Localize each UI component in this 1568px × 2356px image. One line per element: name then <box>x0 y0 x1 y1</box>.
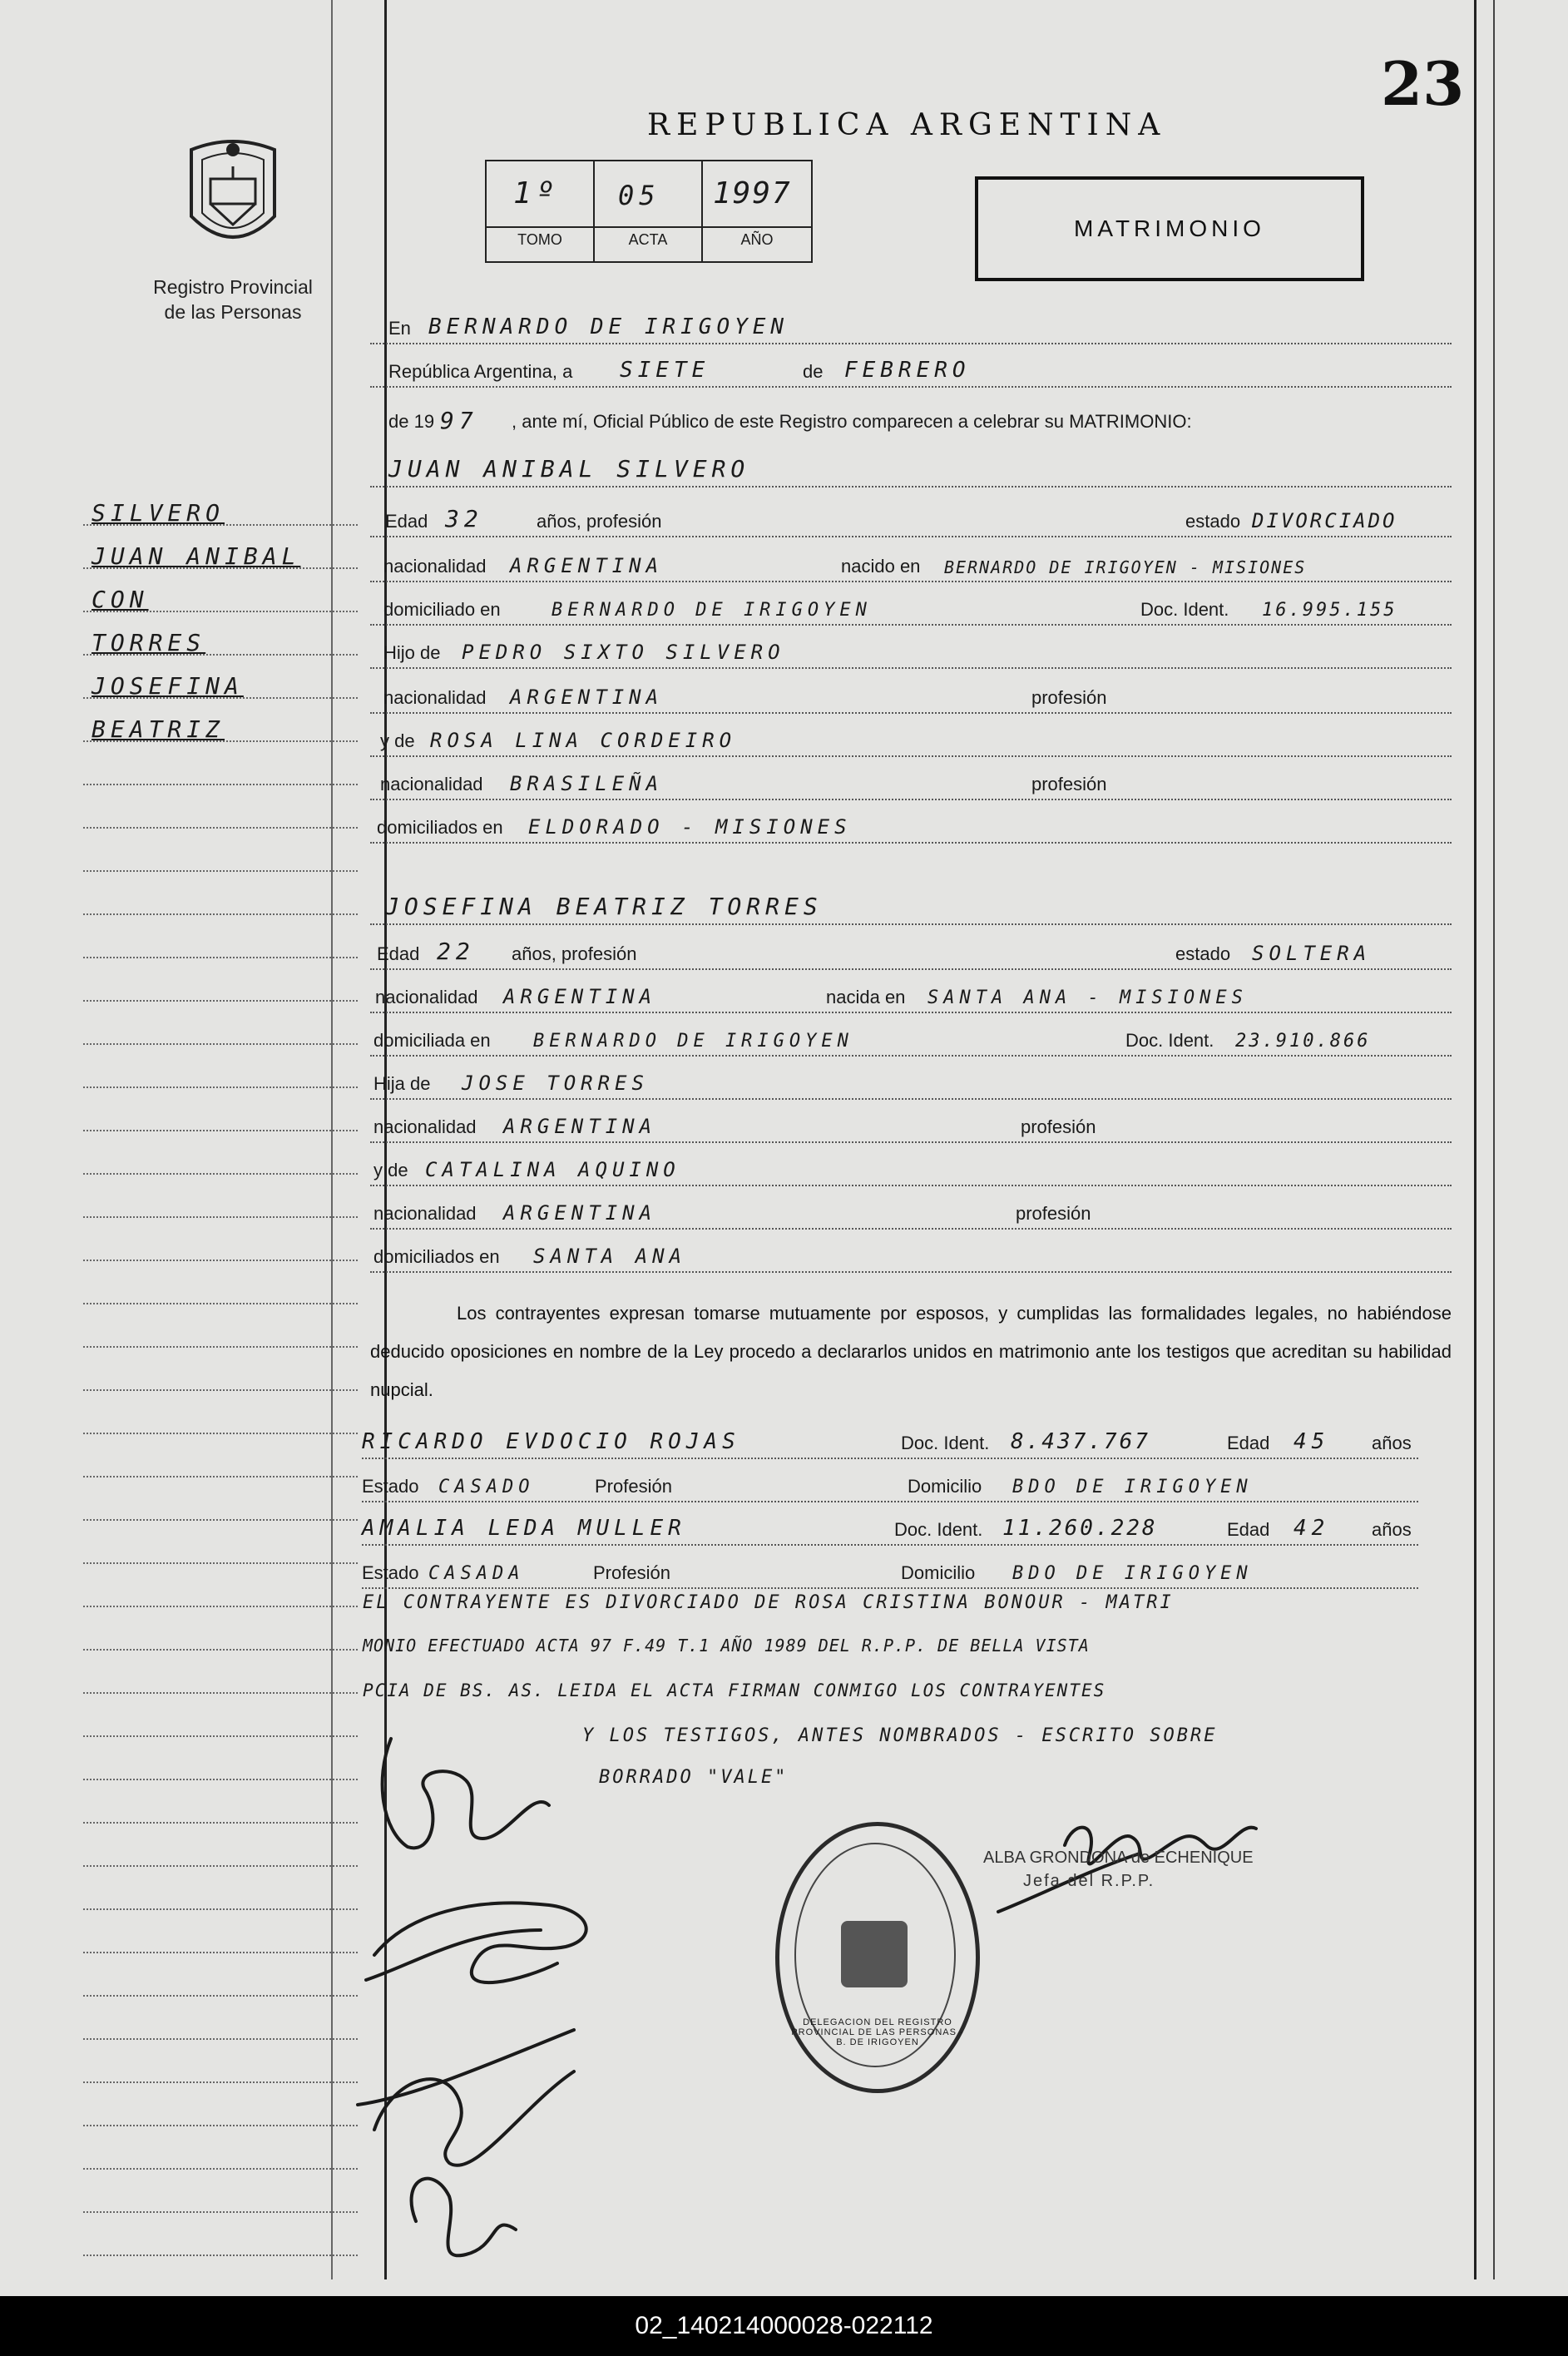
groom-father-row: Hijo de PEDRO SIXTO SILVERO <box>370 631 1452 669</box>
groom-name: JUAN ANIBAL SILVERO <box>388 455 750 483</box>
margin-rule <box>83 1303 358 1304</box>
stamp-text: DELEGACION DEL REGISTRO PROVINCIAL DE LAS PERSONAS - B. DE IRIGOYEN <box>791 2017 964 2047</box>
witness1-row: RICARDO EVDOCIO ROJAS Doc. Ident. 8.437.767 Edad 45 años <box>362 1421 1418 1459</box>
witness2-domicile: BDO DE IRIGOYEN <box>1012 1563 1253 1584</box>
bride-father-row: Hija de JOSE TORRES <box>370 1062 1452 1100</box>
bride-mother-nationality: ARGENTINA <box>503 1201 657 1225</box>
margin-name-2: JUAN ANIBAL <box>92 542 301 570</box>
groom-parents-domicile-row: domiciliados en ELDORADO - MISIONES <box>370 805 1452 844</box>
intro-date-row: República Argentina, a SIETE de FEBRERO <box>370 349 1452 388</box>
witness2-age: 42 <box>1293 1516 1330 1541</box>
margin-rule <box>83 1995 358 1997</box>
stamp-emblem-icon <box>841 1921 908 1987</box>
margin-rule <box>83 1822 358 1824</box>
bride-father-nat-row: nacionalidad ARGENTINA profesión <box>370 1105 1452 1143</box>
margin-name-1: SILVERO <box>92 499 225 527</box>
right-margin-line <box>1474 0 1476 2279</box>
margin-name-3: CON <box>92 586 149 613</box>
margin-rule <box>83 1908 358 1910</box>
witness1-details-row: Estado CASADO Profesión Domicilio BDO DE IRIGOYEN <box>362 1464 1418 1502</box>
margin-name-4: TORRES <box>92 629 206 656</box>
bride-birthplace: SANTA ANA - MISIONES <box>927 987 1248 1008</box>
margin-rule <box>83 1346 358 1348</box>
groom-birthplace: BERNARDO DE IRIGOYEN - MISIONES <box>944 557 1307 577</box>
act-type: MATRIMONIO <box>1074 215 1265 241</box>
volume-acta: 05 <box>618 180 660 211</box>
margin-rule <box>83 2038 358 2040</box>
margin-rule <box>83 2211 358 2213</box>
bride-parents-domicile-row: domiciliados en SANTA ANA <box>370 1235 1452 1273</box>
margin-rule <box>83 1692 358 1694</box>
margin-name-6: BEATRIZ <box>92 715 225 743</box>
groom-estado: DIVORCIADO <box>1252 509 1397 532</box>
volume-acta-label: ACTA <box>628 231 668 248</box>
footer-code: 02_140214000028-022112 <box>0 2296 1568 2356</box>
bride-domicile-row: domiciliada en BERNARDO DE IRIGOYEN Doc. Ident. 23.910.866 <box>370 1018 1452 1057</box>
header-title: REPUBLICA ARGENTINA <box>647 108 1167 142</box>
bride-mother-row: y de CATALINA AQUINO <box>370 1148 1452 1186</box>
margin-rule <box>83 1260 358 1261</box>
registry-line1: Registro Provincial <box>153 276 313 298</box>
bride-age-row: Edad 22 años, profesión estado SOLTERA <box>370 932 1452 970</box>
bride-nationality: ARGENTINA <box>503 985 657 1008</box>
bride-name-row <box>370 887 1452 925</box>
witness2-doc: 11.260.228 <box>1002 1516 1158 1541</box>
registry-line2: de las Personas <box>164 301 302 323</box>
bride-father: JOSE TORRES <box>462 1072 649 1095</box>
margin-rule <box>83 1173 358 1175</box>
note-line-4: Y LOS TESTIGOS, ANTES NOMBRADOS - ESCRITO SOBRE <box>582 1725 1218 1746</box>
margin-rule <box>83 1735 358 1737</box>
groom-mother-nat-row: nacionalidad BRASILEÑA profesión <box>370 762 1452 800</box>
witness1-age: 45 <box>1293 1429 1330 1454</box>
witness2-estado: CASADA <box>428 1563 525 1584</box>
groom-mother-nationality: BRASILEÑA <box>510 772 664 795</box>
delegation-stamp <box>775 1822 980 2093</box>
margin-rule <box>83 2168 358 2170</box>
witness1-doc: 8.437.767 <box>1011 1429 1150 1454</box>
margin-rule <box>83 1865 358 1867</box>
witness2-row: AMALIA LEDA MULLER Doc. Ident. 11.260.228 Edad 42 años <box>362 1507 1418 1546</box>
margin-rule <box>83 1086 358 1088</box>
margin-rule <box>83 1952 358 1953</box>
officer-line1: ALBA GRONDONA de ECHENIQUE <box>983 1849 1254 1867</box>
margin-rule <box>83 1649 358 1651</box>
margin-rule <box>83 1519 358 1521</box>
volume-ano-label: AÑO <box>740 231 774 248</box>
margin-rule <box>83 1216 358 1218</box>
bride-age: 22 <box>437 938 475 965</box>
margin-rule <box>83 1130 358 1131</box>
bride-doc: 23.910.866 <box>1235 1031 1371 1052</box>
groom-mother: ROSA LINA CORDEIRO <box>430 729 737 752</box>
margin-rule <box>83 2255 358 2256</box>
margin-rule <box>83 1000 358 1002</box>
bride-father-nationality: ARGENTINA <box>503 1115 657 1138</box>
witness1-name: RICARDO EVDOCIO ROJAS <box>362 1429 740 1454</box>
officer-line2: Jefa del R.P.P. <box>1023 1872 1155 1890</box>
margin-rule <box>83 870 358 872</box>
margin-column-line <box>331 0 333 2279</box>
intro-day: SIETE <box>620 358 710 383</box>
page-number: 23 <box>1381 48 1465 119</box>
groom-father-nationality: ARGENTINA <box>510 686 664 709</box>
groom-doc: 16.995.155 <box>1262 600 1397 621</box>
margin-rule <box>83 957 358 958</box>
note-line-3: PCIA DE BS. AS. LEIDA EL ACTA FIRMAN CONMIGO LOS CONTRAYENTES <box>363 1680 1106 1700</box>
signatures-graphic <box>341 1714 624 2279</box>
witness2-details-row: Estado CASADA Profesión Domicilio BDO DE IRIGOYEN <box>362 1551 1418 1589</box>
margin-rule <box>83 827 358 829</box>
margin-rule <box>83 1043 358 1045</box>
groom-parents-domicile: ELDORADO - MISIONES <box>528 815 852 839</box>
volume-tomo-label: TOMO <box>517 231 562 248</box>
intro-place-row: En BERNARDO DE IRIGOYEN <box>370 306 1452 344</box>
bride-name: JOSEFINA BEATRIZ TORRES <box>385 893 823 920</box>
groom-father-nat-row: nacionalidad ARGENTINA profesión <box>370 676 1452 714</box>
registry-label <box>125 275 341 324</box>
margin-rule <box>83 1779 358 1780</box>
bride-nationality-row: nacionalidad ARGENTINA nacida en SANTA ANA - MISIONES <box>370 975 1452 1013</box>
volume-ano: 1997 <box>713 176 792 210</box>
intro-statement-row: de 19 97 , ante mí, Oficial Público de este Registro comparecen a celebrar su MATRIMONIO: <box>388 407 1192 434</box>
bride-domicile: BERNARDO DE IRIGOYEN <box>533 1031 853 1052</box>
margin-rule <box>83 2081 358 2083</box>
intro-year: 97 <box>440 407 478 434</box>
margin-name-5: JOSEFINA <box>92 672 244 700</box>
groom-nationality-row: nacionalidad ARGENTINA nacido en BERNARDO DE IRIGOYEN - MISIONES <box>370 544 1452 582</box>
margin-rule <box>83 1606 358 1607</box>
witness1-estado: CASADO <box>438 1477 535 1497</box>
margin-rule <box>83 784 358 785</box>
groom-nationality: ARGENTINA <box>510 554 664 577</box>
margin-rule <box>83 1389 358 1391</box>
margin-rule <box>83 1476 358 1477</box>
margin-rule <box>83 2125 358 2126</box>
note-line-5: BORRADO "VALE" <box>599 1767 789 1788</box>
margin-rule <box>83 1433 358 1434</box>
note-line-1: EL CONTRAYENTE ES DIVORCIADO DE ROSA CRISTINA BONOUR - MATRI <box>363 1592 1174 1613</box>
bride-parents-domicile: SANTA ANA <box>533 1245 687 1268</box>
bride-estado: SOLTERA <box>1252 942 1372 965</box>
bride-mother: CATALINA AQUINO <box>425 1158 680 1181</box>
provincial-seal-icon <box>179 133 287 258</box>
groom-age: 32 <box>445 505 483 532</box>
groom-name-row <box>370 449 1452 488</box>
page-edge-line <box>1493 0 1495 2279</box>
groom-domicile: BERNARDO DE IRIGOYEN <box>552 600 872 621</box>
margin-rule <box>83 913 358 915</box>
groom-mother-row: y de ROSA LINA CORDEIRO <box>370 719 1452 757</box>
margin-rule <box>83 1562 358 1564</box>
groom-domicile-row: domiciliado en BERNARDO DE IRIGOYEN Doc. Ident. 16.995.155 <box>370 587 1452 626</box>
act-type-box <box>975 176 1364 281</box>
declaration-text: Los contrayentes expresan tomarse mutuamente por esposos, y cumplidas las formalidades legales, no habiéndose deducido oposiciones en nombre de la Ley procedo a declararlos unidos en matrimonio ante los testigos que acreditan su habilidad nupcial. <box>370 1303 1452 1400</box>
groom-father: PEDRO SIXTO SILVERO <box>462 641 785 664</box>
volume-box <box>485 160 813 263</box>
bride-mother-nat-row: nacionalidad ARGENTINA profesión <box>370 1191 1452 1230</box>
intro-month: FEBRERO <box>844 358 971 383</box>
volume-tomo: 1º <box>513 176 560 210</box>
groom-age-row: Edad 32 años, profesión estado DIVORCIADO <box>370 499 1452 537</box>
note-line-2: MONIO EFECTUADO ACTA 97 F.49 T.1 AÑO 1989 DEL R.P.P. DE BELLA VISTA <box>363 1636 1090 1656</box>
witness1-domicile: BDO DE IRIGOYEN <box>1012 1477 1253 1497</box>
witness2-name: AMALIA LEDA MULLER <box>362 1516 686 1541</box>
intro-place: BERNARDO DE IRIGOYEN <box>428 314 789 339</box>
